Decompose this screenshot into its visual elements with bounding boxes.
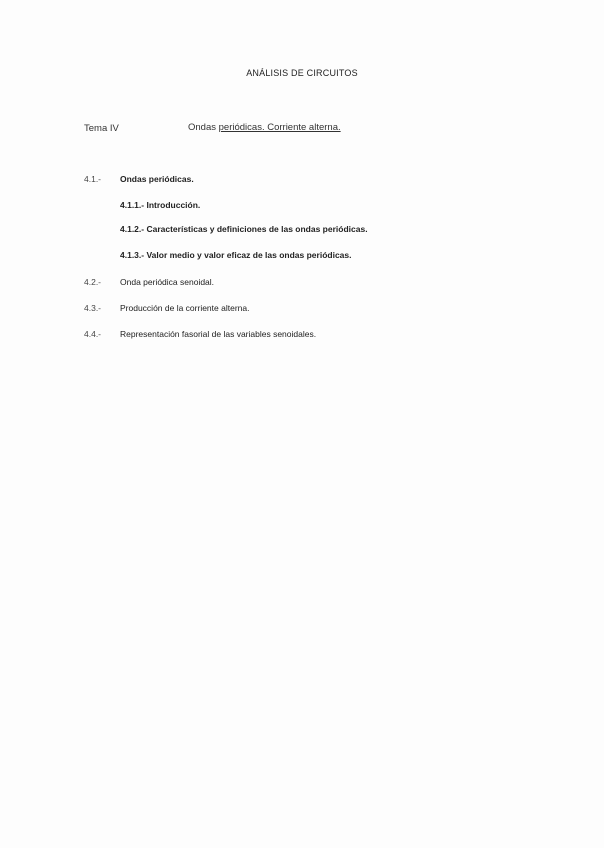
tema-label: Tema IV <box>84 123 119 134</box>
section-label: Producción de la corriente alterna. <box>120 303 250 313</box>
section-label: Representación fasorial de las variables senoidales. <box>120 329 317 339</box>
section-number: 4.4.- <box>84 329 102 339</box>
subsection-item: 4.1.1.- Introducción. <box>120 200 201 210</box>
tema-title <box>188 122 341 133</box>
document-title: ANÁLISIS DE CIRCUITOS <box>246 68 358 78</box>
subsection-item: 4.1.3.- Valor medio y valor eficaz de las ondas periódicas. <box>120 250 352 260</box>
subsection-item: 4.1.2.- Características y definiciones de las ondas periódicas. <box>120 224 368 234</box>
section-number: 4.3.- <box>84 303 102 313</box>
tema-title-underlined: periódicas. Corriente alterna. <box>218 122 341 133</box>
section-label: Ondas periódicas. <box>120 174 194 184</box>
section-label: Onda periódica senoidal. <box>120 277 215 287</box>
section-number: 4.2.- <box>84 277 102 287</box>
tema-title-prefix: Ondas <box>188 122 219 133</box>
section-number: 4.1.- <box>84 174 102 184</box>
